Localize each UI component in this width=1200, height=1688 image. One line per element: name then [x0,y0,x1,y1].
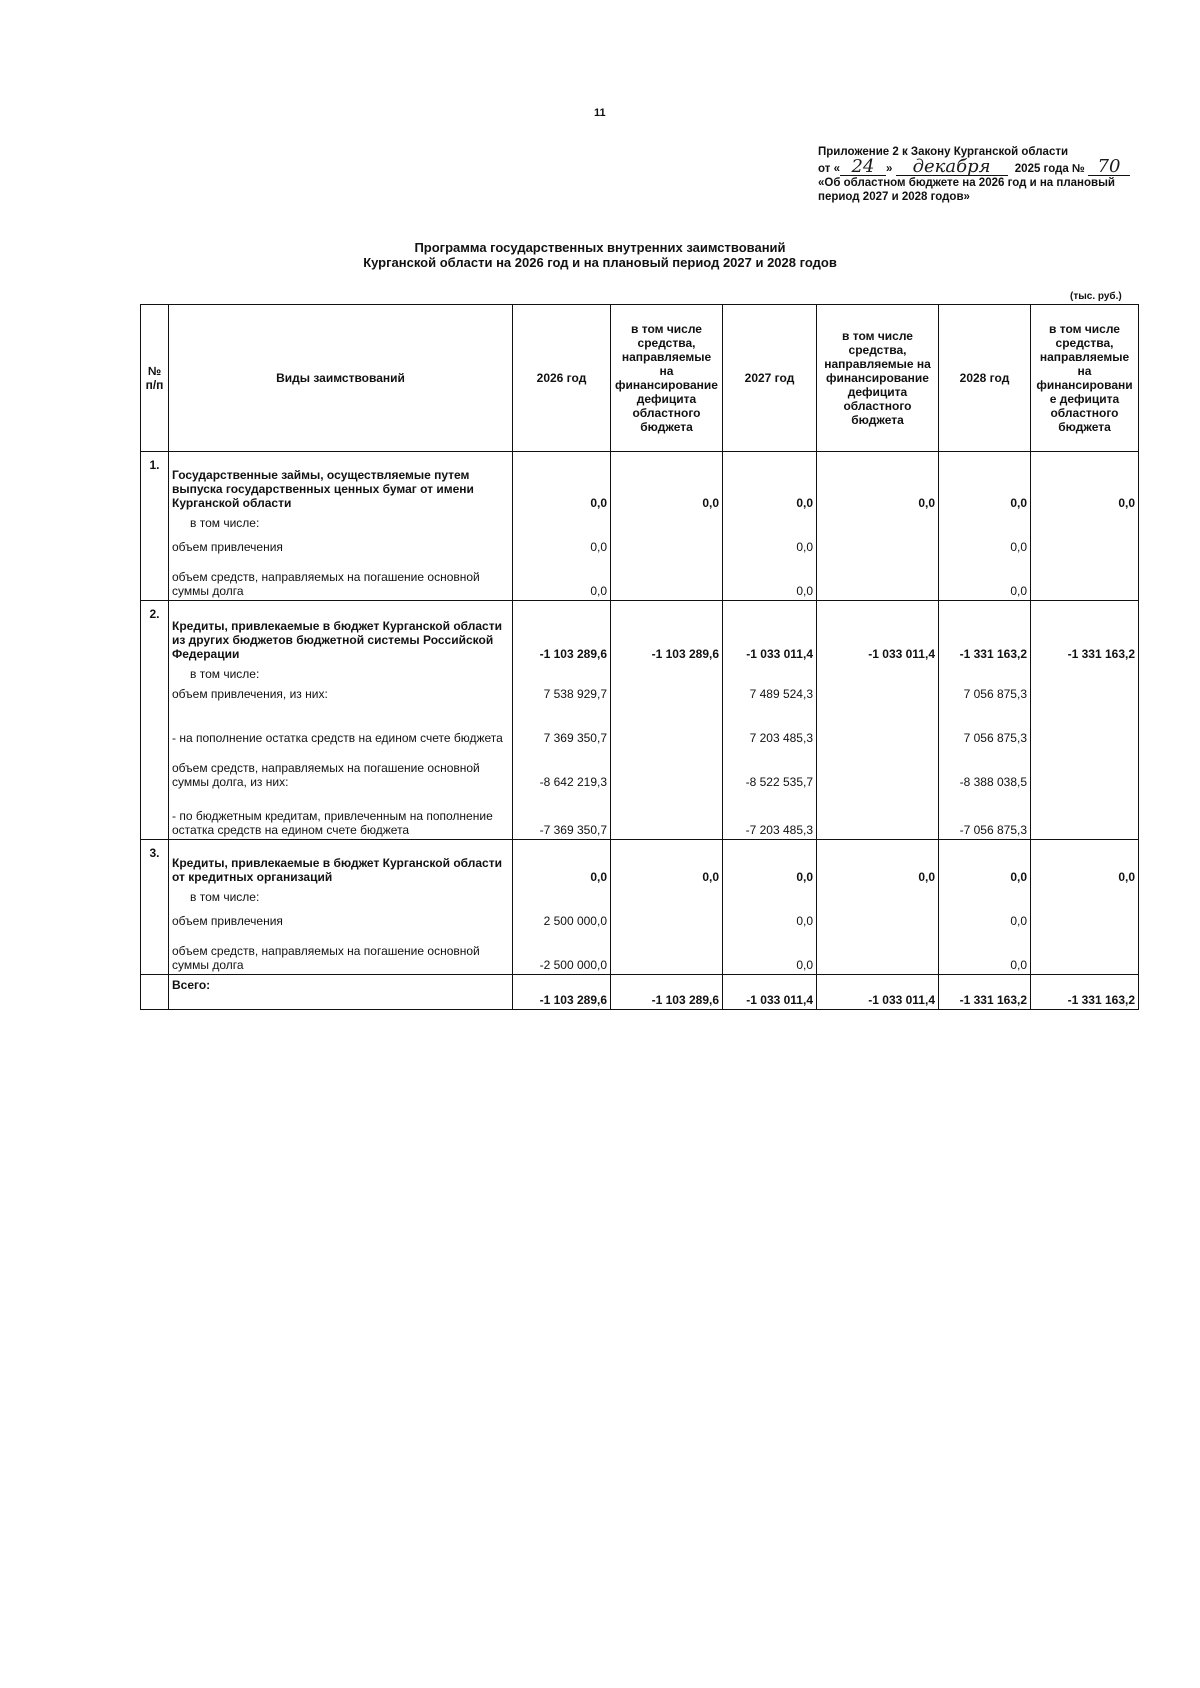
value-column-3 [817,840,939,975]
table-section-row [141,452,1139,601]
row-label: объем средств, направляемых на погашение основной суммы долга [172,944,480,972]
row-label: объем привлечения [172,540,283,554]
hdr-c-4: финансировани [1036,378,1133,392]
value-column-3 [817,452,939,601]
row-value-slot [1031,683,1138,703]
section-total-value: -1 331 163,2 [1067,647,1135,661]
row-value: -7 203 485,3 [745,823,813,837]
row-label: объем привлечения [172,914,283,928]
header-deficit-2026 [611,305,723,452]
total-value-cell [513,975,611,1010]
blank-slot [611,663,722,683]
blank-slot [1031,663,1138,683]
row-value-slot [723,556,816,600]
row-value: 7 056 875,3 [963,687,1027,701]
hdr-a-0: в том числе [631,322,702,336]
row-value: 0,0 [796,540,813,554]
grand-total-value: -1 331 163,2 [959,993,1027,1007]
total-value-slot [1031,452,1138,512]
blank-slot [611,886,722,906]
row-value-slot [939,703,1030,747]
total-value-cell [1031,975,1139,1010]
row-value: 7 489 524,3 [749,687,813,701]
blank-slot [939,886,1030,906]
row-label-slot [169,556,512,600]
row-value-slot [611,747,722,791]
row-value: 0,0 [590,584,607,598]
title-line-1: Программа государственных внутренних заимствований [414,240,786,255]
total-value-slot [513,452,610,512]
hdr-c-1: средства, [1055,336,1114,350]
section-total-value: 0,0 [1118,496,1135,510]
total-value-slot [723,840,816,886]
row-label-slot [169,683,512,703]
row-value-slot [939,747,1030,791]
grand-total-value: -1 033 011,4 [746,993,813,1007]
table-body [141,452,1139,1010]
hdr-c-7: бюджета [1058,420,1111,434]
table-section-row [141,840,1139,975]
row-label-slot [169,532,512,556]
total-value-slot [1031,840,1138,886]
total-value-cell [817,975,939,1010]
row-value: 7 203 485,3 [749,731,813,745]
hdr-b-0: в том числе [842,329,913,343]
row-value: -7 369 350,7 [539,823,607,837]
hdr-a-7: бюджета [640,420,693,434]
total-value-slot [513,840,610,886]
blank-slot [513,886,610,906]
row-value: 7 056 875,3 [963,731,1027,745]
header-2026: 2026 год [513,305,611,452]
section-title-slot [169,840,512,886]
section-total-value: -1 331 163,2 [959,647,1027,661]
appendix-quote: » [885,163,893,175]
header-number-sign: № [147,364,162,378]
hdr-a-6: областного [632,406,701,420]
row-value-slot [939,683,1030,703]
row-value-slot [723,532,816,556]
blank-slot [513,512,610,532]
value-column-2 [723,452,817,601]
blank-slot [1031,886,1138,906]
header-2028: 2028 год [939,305,1031,452]
row-value-slot [723,791,816,839]
blank-slot [1031,512,1138,532]
row-value-slot [817,556,938,600]
borrowings-table [140,304,1139,1010]
grand-total-slot [939,975,1030,1009]
units-label: (тыс. руб.) [1070,291,1122,302]
section-total-value: 0,0 [796,496,813,510]
header-deficit-2028 [1031,305,1139,452]
blank-slot [939,512,1030,532]
section-labels [169,601,513,840]
section-total-value: -1 103 289,6 [539,647,607,661]
in-that-label-slot [169,886,512,906]
value-column-4 [939,601,1031,840]
row-value: -8 642 219,3 [539,775,607,789]
hdr-c-2: направляемые [1039,350,1130,364]
grand-total-slot [513,975,610,1009]
hdr-a-3: на [659,364,674,378]
section-total-value: 0,0 [702,496,719,510]
value-column-3 [817,601,939,840]
value-column-1 [611,452,723,601]
blank-slot [723,663,816,683]
header-number-pp: п/п [145,378,164,392]
section-total-value: 0,0 [796,870,813,884]
row-value-slot [939,532,1030,556]
value-column-2 [723,601,817,840]
row-value-slot [513,703,610,747]
row-value: 7 369 350,7 [543,731,607,745]
row-value-slot [723,703,816,747]
row-value: 0,0 [796,914,813,928]
value-column-5 [1031,840,1139,975]
row-value-slot [723,683,816,703]
total-value-slot [513,601,610,663]
row-value: 0,0 [796,584,813,598]
section-number: 1. [141,452,169,601]
section-title-slot [169,452,512,512]
row-value-slot [513,791,610,839]
total-value-slot [723,601,816,663]
hdr-b-5: областного [843,399,912,413]
hdr-a-2: направляемые [621,350,712,364]
header-deficit-2027 [817,305,939,452]
section-labels [169,840,513,975]
grand-total-value: -1 331 163,2 [1067,993,1135,1007]
section-total-value: 0,0 [590,496,607,510]
section-labels [169,452,513,601]
row-value: 0,0 [1010,584,1027,598]
hdr-b-4: дефицита [847,385,908,399]
row-value-slot [723,930,816,974]
row-label-slot [169,791,512,839]
blank-slot [817,886,938,906]
row-label: объем привлечения, из них: [172,687,328,701]
value-column-5 [1031,452,1139,601]
in-that-label-slot [169,512,512,532]
hdr-b-6: бюджета [851,413,904,427]
total-value-slot [939,840,1030,886]
section-total-value: 0,0 [1010,870,1027,884]
row-value: 0,0 [1010,540,1027,554]
row-value-slot [817,906,938,930]
row-label: - по бюджетным кредитам, привлеченным на пополнение остатка средств на едином счете бюджета [172,809,493,837]
row-value-slot [723,906,816,930]
row-label: объем средств, направляемых на погашение основной суммы долга [172,570,480,598]
value-column-1 [611,840,723,975]
row-value: 2 500 000,0 [543,914,607,928]
row-label: - на пополнение остатка средств на едином счете бюджета [172,731,503,745]
section-title: Кредиты, привлекаемые в бюджет Курганской области от кредитных организаций [172,856,502,884]
appendix-month: декабря [896,159,1008,176]
appendix-line-4: период 2027 и 2028 годов» [818,191,970,203]
total-label: Всего: [169,975,513,1010]
page-number: 11 [594,107,606,119]
grand-total-slot [817,975,938,1009]
row-value-slot [1031,703,1138,747]
row-value: -7 056 875,3 [959,823,1027,837]
section-number: 2. [141,601,169,840]
row-value-slot [611,930,722,974]
row-value-slot [939,556,1030,600]
blank-slot [817,512,938,532]
hdr-c-5: е дефицита [1049,392,1120,406]
row-label: объем средств, направляемых на погашение основной суммы долга, из них: [172,761,480,789]
total-value-slot [1031,601,1138,663]
row-value-slot [611,906,722,930]
grand-total-slot [611,975,722,1009]
header-number [141,305,169,452]
in-that-label-slot [169,663,512,683]
hdr-a-4: финансирование [615,378,718,392]
section-total-value: 0,0 [702,870,719,884]
appendix-line-2 [818,156,1158,177]
row-value: 7 538 929,7 [543,687,607,701]
grand-total-value: -1 103 289,6 [651,993,719,1007]
blank-slot [723,512,816,532]
row-value: 0,0 [1010,958,1027,972]
total-value-cell [939,975,1031,1010]
document-title [300,240,900,270]
value-column-4 [939,452,1031,601]
row-value-slot [513,683,610,703]
row-value-slot [1031,930,1138,974]
total-value-slot [723,452,816,512]
row-value-slot [817,747,938,791]
value-column-4 [939,840,1031,975]
value-column-0 [513,840,611,975]
title-line-2: Курганской области на 2026 год и на плановый период 2027 и 2028 годов [363,255,837,270]
row-value-slot [1031,791,1138,839]
table-total-row [141,975,1139,1010]
section-total-value: -1 033 011,4 [868,647,935,661]
grand-total-slot [1031,975,1138,1009]
row-value-slot [1031,556,1138,600]
header-kind: Виды заимствований [169,305,513,452]
total-value-slot [817,452,938,512]
row-value-slot [513,556,610,600]
appendix-from: от « [818,163,840,175]
row-value-slot [817,683,938,703]
row-value: 0,0 [590,540,607,554]
hdr-a-5: дефицита [636,392,697,406]
total-number-cell [141,975,169,1010]
row-value-slot [611,791,722,839]
hdr-c-6: областного [1050,406,1119,420]
hdr-b-1: средства, [848,343,907,357]
row-value: 0,0 [796,958,813,972]
value-column-1 [611,601,723,840]
section-total-value: 0,0 [590,870,607,884]
in-that-label: в том числе: [190,890,260,904]
hdr-c-0: в том числе [1049,322,1120,336]
value-column-0 [513,452,611,601]
value-column-5 [1031,601,1139,840]
section-total-value: 0,0 [1118,870,1135,884]
row-value-slot [939,930,1030,974]
section-total-value: 0,0 [918,870,935,884]
row-value-slot [817,703,938,747]
row-value-slot [1031,906,1138,930]
row-value-slot [513,930,610,974]
hdr-c-3: на [1077,364,1092,378]
grand-total-value: -1 103 289,6 [539,993,607,1007]
hdr-b-2: направляемые на [824,357,931,371]
grand-total-value: -1 033 011,4 [868,993,935,1007]
section-total-value: 0,0 [918,496,935,510]
table-header-row [141,305,1139,452]
row-value: -2 500 000,0 [539,958,607,972]
appendix-line-1: Приложение 2 к Закону Курганской области [818,146,1069,158]
section-total-value: -1 103 289,6 [651,647,719,661]
appendix-day: 24 [840,159,886,176]
blank-slot [513,663,610,683]
row-value: -8 388 038,5 [959,775,1027,789]
row-value-slot [513,532,610,556]
value-column-2 [723,840,817,975]
row-value-slot [817,532,938,556]
row-value-slot [611,683,722,703]
row-value-slot [817,930,938,974]
section-title-slot [169,601,512,663]
blank-slot [817,663,938,683]
header-2027: 2027 год [723,305,817,452]
row-value-slot [611,556,722,600]
row-value-slot [1031,532,1138,556]
row-value-slot [939,906,1030,930]
row-value-slot [513,906,610,930]
row-value-slot [1031,747,1138,791]
row-label-slot [169,930,512,974]
total-value-cell [723,975,817,1010]
row-label-slot [169,906,512,930]
hdr-b-3: финансирование [826,371,929,385]
blank-slot [939,663,1030,683]
section-total-value: 0,0 [1010,496,1027,510]
appendix-line-3: «Об областном бюджете на 2026 год и на плановый [818,177,1115,189]
row-value-slot [611,532,722,556]
total-value-slot [817,601,938,663]
row-value: 0,0 [1010,914,1027,928]
grand-total-slot [723,975,816,1009]
in-that-label: в том числе: [190,516,260,530]
row-value-slot [723,747,816,791]
section-number: 3. [141,840,169,975]
row-label-slot [169,703,512,747]
total-value-slot [611,840,722,886]
appendix-number: 70 [1088,159,1130,176]
total-value-slot [939,601,1030,663]
total-value-cell [611,975,723,1010]
appendix-year: 2025 года № [1014,163,1085,175]
hdr-a-1: средства, [637,336,696,350]
row-value: -8 522 535,7 [745,775,813,789]
total-value-slot [939,452,1030,512]
blank-slot [611,512,722,532]
section-title: Государственные займы, осуществляемые путем выпуска государственных ценных бумаг от имени Курганской области [172,468,474,510]
row-value-slot [611,703,722,747]
total-value-slot [611,601,722,663]
row-value-slot [939,791,1030,839]
appendix-block [818,145,1158,204]
section-title: Кредиты, привлекаемые в бюджет Курганской области из других бюджетов бюджетной системы Российской Федерации [172,619,502,661]
blank-slot [723,886,816,906]
table-section-row [141,601,1139,840]
row-value-slot [817,791,938,839]
total-value-slot [817,840,938,886]
section-total-value: -1 033 011,4 [746,647,813,661]
row-label-slot [169,747,512,791]
value-column-0 [513,601,611,840]
in-that-label: в том числе: [190,667,260,681]
total-value-slot [611,452,722,512]
row-value-slot [513,747,610,791]
